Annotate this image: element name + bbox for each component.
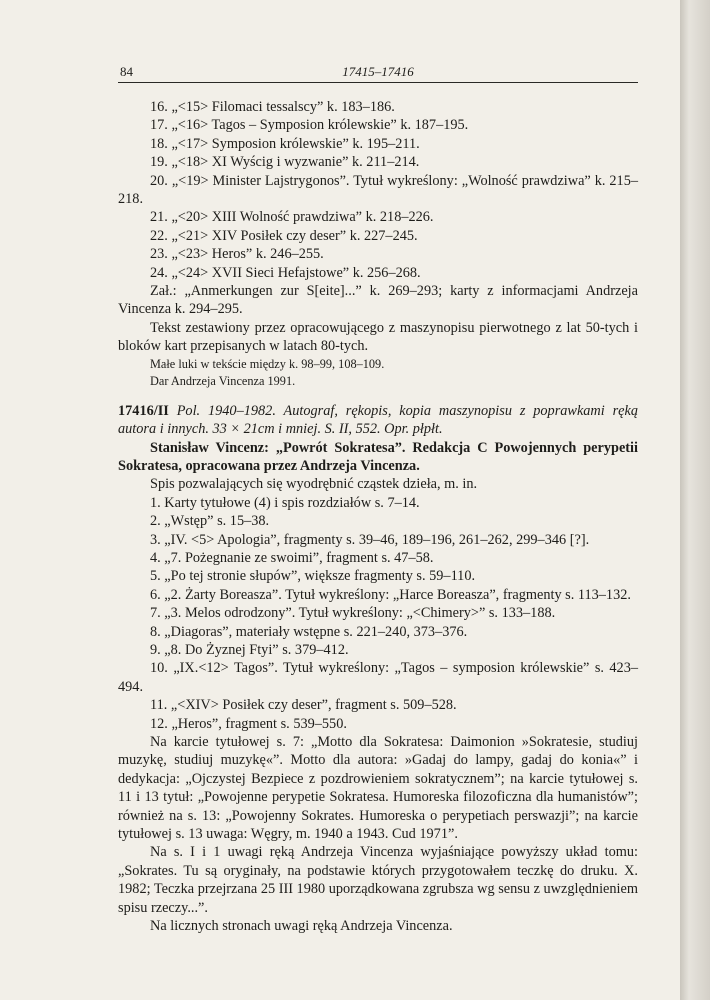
list-item: 20. „<19> Minister Lajstrygonos”. Tytuł wykreślony: „Wolność prawdziwa” k. 215–218. (118, 172, 638, 208)
list-item: 17. „<16> Tagos – Symposion królewskie” k. 187–195. (150, 117, 469, 134)
paragraph: Na licznych stronach uwagi ręką Andrzeja Vincenza. (150, 918, 453, 935)
attachment-note: Zał.: „Anmerkungen zur S[eite]...” k. 269–293; karty z informacjami Andrzeja Vincenza k. 294–295. (118, 283, 638, 318)
list-item: 8. „Diagoras”, materiały wstępne s. 221–240, 373–376. (150, 623, 468, 640)
entry-description: Pol. 1940–1982. Autograf, rękopis, kopia maszynopisu z poprawkami ręką autora i innych. 33 × 21cm i mniej. S. II, 552. Opr. płpłt. (118, 402, 638, 438)
contents-intro: Spis pozwalających się wyodrębnić cząstek dzieła, m. in. (150, 476, 478, 493)
paragraph: Na s. I i 1 uwagi ręką Andrzeja Vincenza wyjaśniające powyższy układ tomu: „Sokrates. Tu są oryginały, na podstawie których przygotowałem teczkę do druku. X. 1982; Teczka przejrzana 25 III 1980 uporządkowana zgrubsza wg sensu z uwzględnieniem spisu rzeczy...”. (118, 844, 638, 916)
list-item: 2. „Wstęp” s. 15–38. (150, 513, 270, 530)
list-item: 7. „3. Melos odrodzony”. Tytuł wykreślony: „<Chimery>” s. 133–188. (150, 605, 556, 622)
list-item: 12. „Heros”, fragment s. 539–550. (150, 715, 347, 732)
text-note: Tekst zestawiony przez opracowującego z maszynopisu pierwotnego z lat 50-tych i bloków kart przepisanych w latach 80-tych. (118, 319, 638, 355)
entry-title: Stanisław Vincenz: „Powrót Sokratesa”. Redakcja C Powojennych perypetii Sokratesa, opracowana przez Andrzeja Vincenza. (118, 439, 638, 474)
entry-number: 17416/II (118, 402, 169, 419)
list-item: 6. „2. Żarty Boreasza”. Tytuł wykreślony: „Harce Boreasza”, fragmenty s. 113–132. (150, 586, 631, 603)
list-item: 19. „<18> XI Wyścig i wyzwanie” k. 211–214. (150, 154, 420, 171)
list-item: 23. „<23> Heros” k. 246–255. (150, 246, 324, 263)
small-note: Małe luki w tekście między k. 98–99, 108–109. (150, 356, 385, 371)
list-item: 1. Karty tytułowe (4) i spis rozdziałów s. 7–14. (150, 494, 420, 511)
page-header (118, 62, 638, 83)
book-edge (680, 0, 710, 1000)
list-item: 9. „8. Do Żyznej Ftyi” s. 379–412. (150, 641, 349, 658)
entry-heading (118, 402, 638, 439)
list-item: 11. „<XIV> Posiłek czy deser”, fragment s. 509–528. (150, 697, 457, 714)
page-content (118, 98, 638, 935)
list-item: 18. „<17> Symposion królewskie” k. 195–211. (150, 135, 420, 152)
list-item: 16. „<15> Filomaci tessalscy” k. 183–186. (150, 99, 395, 115)
running-head: 17415–17416 (342, 64, 414, 79)
list-item: 3. „IV. <5> Apologia”, fragmenty s. 39–46, 189–196, 261–262, 299–346 [?]. (150, 531, 590, 548)
paragraph: Na karcie tytułowej s. 7: „Motto dla Sokratesa: Daimonion »Sokratesie, studiuj muzykę, studiuj muzykę«”. Motto dla autora: »Gadaj do lampy, gadaj do konia«” i dedykacja: „Ojczystej Bezpiece z pozdrowieniem sokratycznem”; na karcie tytułowej s. 11 i 13 tytuł: „Powojenne perypetie Sokratesa. Humoreska filozoficzna dla humanistów”; również na s. 13: „Powojenny Sokrates. Humoreska o perypetiach perswazji”; na karcie tytułowej s. 13 uwaga: Węgry, m. 1940 a 1943. Cud 1971”. (118, 734, 638, 843)
page-number: 84 (120, 64, 133, 79)
list-item: 24. „<24> XVII Sieci Hefajstowe” k. 256–268. (150, 264, 421, 281)
list-item: 21. „<20> XIII Wolność prawdziwa” k. 218–226. (150, 209, 434, 226)
small-note: Dar Andrzeja Vincenza 1991. (150, 373, 296, 388)
list-item: 22. „<21> XIV Posiłek czy deser” k. 227–245. (150, 227, 418, 244)
list-item: 10. „IX.<12> Tagos”. Tytuł wykreślony: „Tagos – symposion królewskie” s. 423–494. (118, 660, 638, 695)
list-item: 5. „Po tej stronie słupów”, większe fragmenty s. 59–110. (150, 568, 476, 585)
list-item: 4. „7. Pożegnanie ze swoimi”, fragment s. 47–58. (150, 549, 434, 566)
